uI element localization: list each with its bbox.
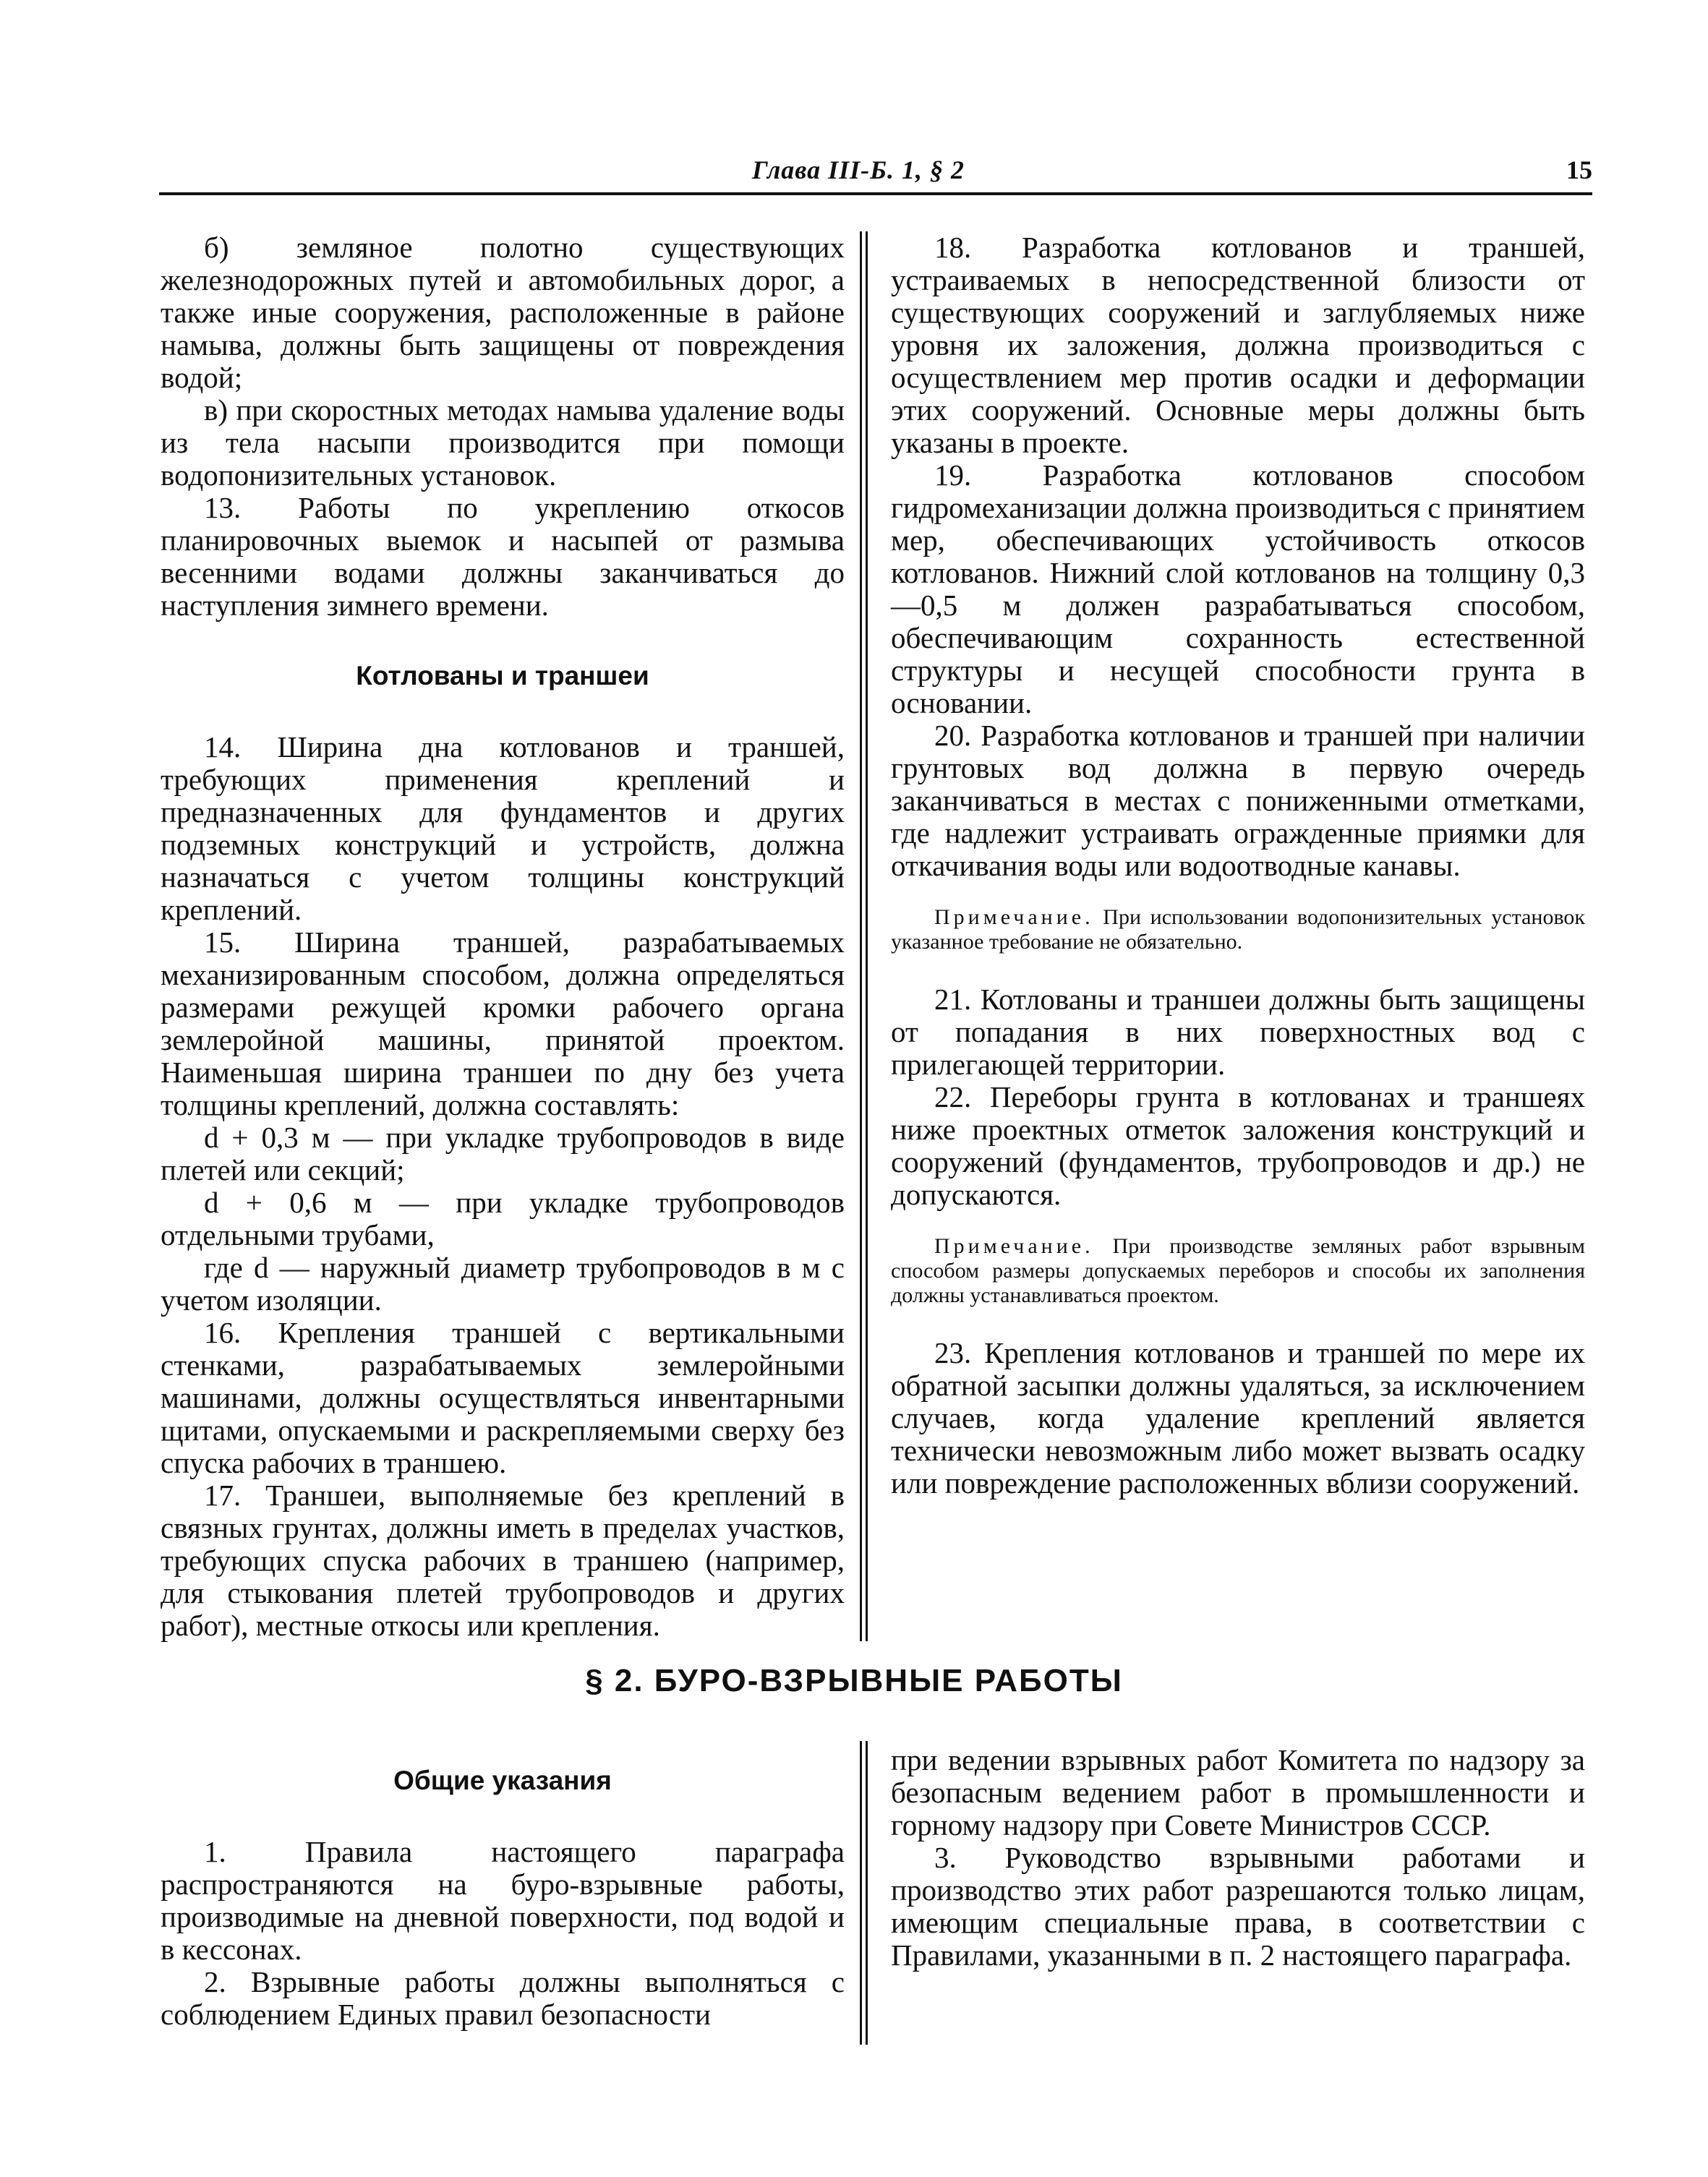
- paragraph-12v: в) при скоростных методах намыва удаление воды из тела насыпи производится при помощи водопонизительных установок.: [161, 393, 845, 492]
- bottom-left-column: [161, 1764, 845, 2031]
- paragraph-2: 2. Взрывные работы должны выполняться с соблюдением Единых правил безопасности: [161, 1965, 845, 2031]
- chapter-reference: Глава III-Б. 1, § 2: [752, 155, 965, 184]
- note-1: [891, 905, 1585, 954]
- running-header: [159, 150, 1592, 195]
- top-right-column: [891, 231, 1585, 1500]
- note-1-label: Примечание.: [934, 905, 1094, 929]
- column-divider-bottom: [860, 1741, 868, 2045]
- paragraph-13: 13. Работы по укреплению откосов планировочных выемок и насыпей от размыва весенними водами должны заканчиваться до наступления зимнего времени.: [161, 491, 845, 622]
- paragraph-15-formula-b: d + 0,6 м — при укладке трубопроводов отдельными трубами,: [161, 1186, 845, 1252]
- paragraph-16: 16. Крепления траншей с вертикальными стенками, разрабатываемых землеройными машинами, должны осуществляться инвентарными щитами, опускаемыми и раскрепляемыми сверху без спуска рабочих в траншею.: [161, 1316, 845, 1479]
- paragraph-22: 22. Переборы грунта в котлованах и траншеях ниже проектных отметок заложения конструкций и сооружений (фундаментов, трубопроводов и др.) не допускаются.: [891, 1080, 1585, 1211]
- paragraph-15-where: где d — наружный диаметр трубопроводов в м с учетом изоляции.: [161, 1251, 845, 1317]
- paragraph-19: 19. Разработка котлованов способом гидромеханизации должна производиться с принятием мер, обеспечивающих устойчивость откосов котлованов. Нижний слой котлованов на толщину 0,3—0,5 м должен разрабатываться способом, обеспечивающим сохранность естественной структуры и несущей способности грунта в основании.: [891, 458, 1585, 719]
- column-divider-top: [860, 231, 868, 1641]
- section-title: § 2. БУРО-ВЗРЫВНЫЕ РАБОТЫ: [585, 1663, 1123, 1698]
- paragraph-15-formula-a: d + 0,3 м — при укладке трубопроводов в виде плетей или секций;: [161, 1121, 845, 1186]
- paragraph-15: 15. Ширина траншей, разрабатываемых механизированным способом, должна определяться размерами режущей кромки рабочего органа землеройной машины, принятой проектом. Наименьшая ширина траншеи по дну без учета толщины креплений, должна составлять:: [161, 925, 845, 1121]
- paragraph-21: 21. Котлованы и траншеи должны быть защищены от попадания в них поверхностных вод с прилегающей территории.: [891, 983, 1585, 1081]
- paragraph-2-continued: при ведении взрывных работ Комитета по надзору за безопасным ведением работ в промышленности и горному надзору при Совете Министров СССР.: [891, 1743, 1585, 1842]
- page-number: 15: [1566, 155, 1592, 184]
- subheading-general: Общие указания: [393, 1766, 612, 1795]
- paragraph-18: 18. Разработка котлованов и траншей, устраиваемых в непосредственной близости от существующих сооружений и заглубляемых ниже уровня их заложения, должна производиться с осуществлением мер против осадки и деформации этих сооружений. Основные меры должны быть указаны в проекте.: [891, 231, 1585, 459]
- note-1-text: При использовании водопонизительных установок указанное требование не обязательно.: [891, 905, 1586, 954]
- subheading-pits-trenches: Котлованы и траншеи: [356, 661, 649, 690]
- top-left-column: [161, 231, 845, 1642]
- paragraph-20: 20. Разработка котлованов и траншей при наличии грунтовых вод должна в первую очередь заканчиваться в местах с пониженными отметками, где надлежит устраивать огражденные приямки для откачивания воды или водоотводные канавы.: [891, 719, 1585, 882]
- paragraph-1: 1. Правила настоящего параграфа распространяются на буро-взрывные работы, производимые на дневной поверхности, под водой и в кессонах.: [161, 1835, 845, 1966]
- bottom-right-column: [891, 1744, 1585, 1972]
- paragraph-3: 3. Руководство взрывными работами и производство этих работ разрешаются только лицам, имеющим специальные права, в соответствии с Правилами, указанными в п. 2 настоящего параграфа.: [891, 1841, 1585, 1972]
- paragraph-23: 23. Крепления котлованов и траншей по мере их обратной засыпки должны удаляться, за исключением случаев, когда удаление креплений является технически невозможным либо может вызвать осадку или повреждение расположенных вблизи сооружений.: [891, 1336, 1585, 1500]
- note-2-label: Примечание.: [934, 1234, 1094, 1258]
- paragraph-12b: б) земляное полотно существующих железнодорожных путей и автомобильных дорог, а также иные сооружения, расположенные в районе намыва, должны быть защищены от повреждения водой;: [161, 231, 845, 394]
- paragraph-14: 14. Ширина дна котлованов и траншей, требующих применения креплений и предназначенных для фундаментов и других подземных конструкций и устройств, должна назначаться с учетом толщины конструкций креплений.: [161, 730, 845, 926]
- paragraph-17: 17. Траншеи, выполняемые без креплений в связных грунтах, должны иметь в пределах участков, требующих спуска рабочих в траншею (например, для стыкования плетей трубопроводов и других работ), местные откосы или крепления.: [161, 1479, 845, 1642]
- note-2-text: При производстве земляных работ взрывным способом размеры допускаемых переборов и способы их заполнения должны устанавливаться проектом.: [891, 1234, 1585, 1307]
- note-2: [891, 1234, 1585, 1308]
